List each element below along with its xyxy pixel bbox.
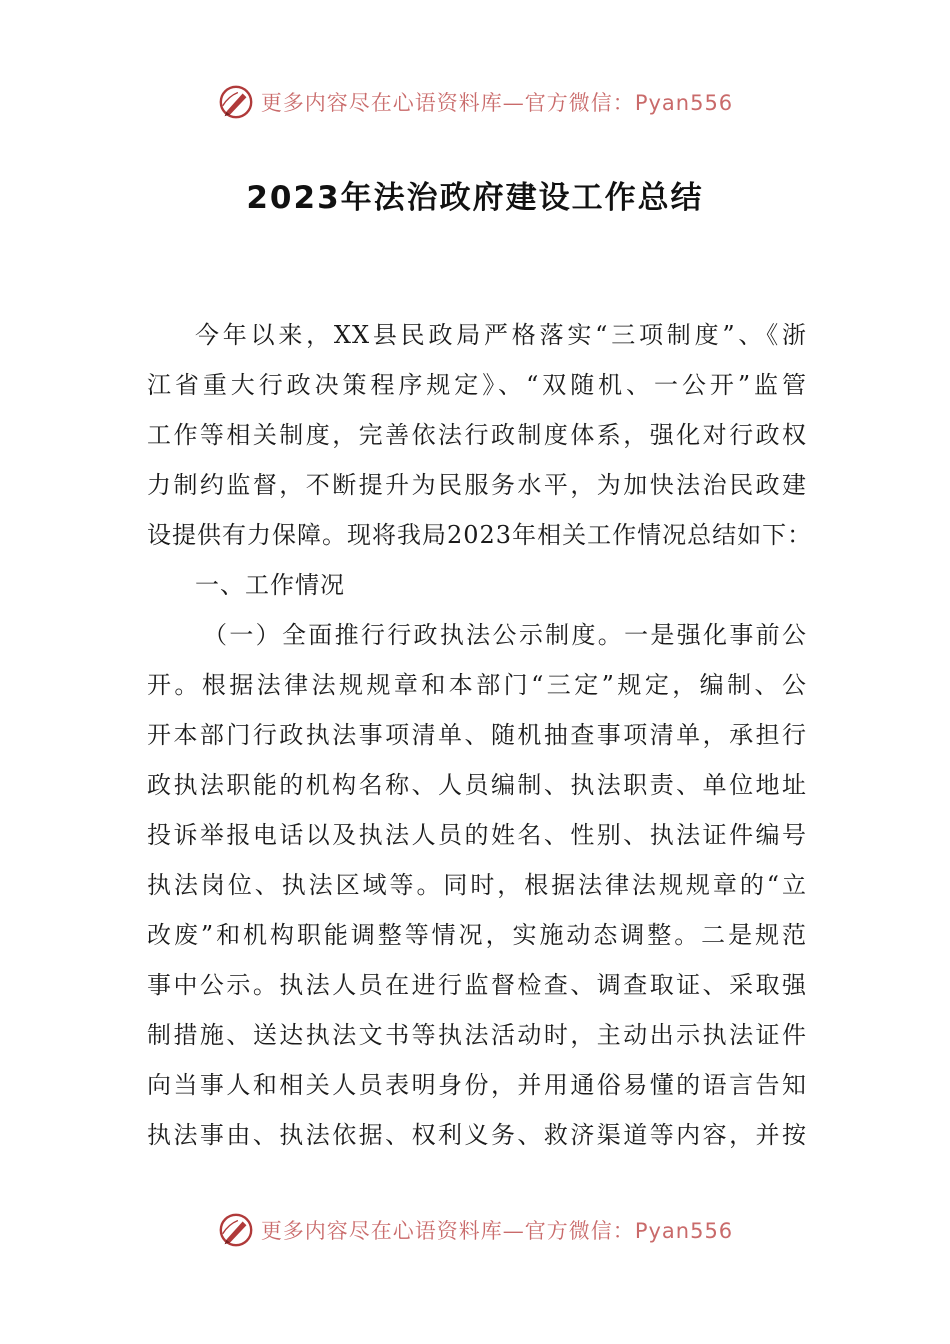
paragraph-line: 向当事人和相关人员表明身份，并用通俗易懂的语言告知: [147, 1071, 807, 1099]
paragraph-line: 执法事由、执法依据、权利义务、救济渠道等内容，并按: [147, 1121, 807, 1149]
header-banner: [0, 78, 950, 126]
document-body: [147, 310, 813, 1160]
paragraph-line: 设提供有力保障。现将我局2023年相关工作情况总结如下：: [147, 521, 813, 549]
paragraph-line: （一）全面推行行政执法公示制度。一是强化事前公: [203, 621, 807, 649]
wechat-id: Pyan556: [634, 1219, 734, 1243]
banner-text: 更多内容尽在心语资料库—官方微信：Pyan556: [260, 1219, 734, 1243]
paragraph-line: 开本部门行政执法事项清单、随机抽查事项清单，承担行: [147, 721, 807, 749]
banner-text: 更多内容尽在心语资料库—官方微信：Pyan556: [260, 91, 734, 115]
footer-banner: [0, 1206, 950, 1254]
paragraph-line: 事中公示。执法人员在进行监督检查、调查取证、采取强: [147, 971, 807, 999]
paragraph-line: 工作等相关制度，完善依法行政制度体系，强化对行政权: [147, 421, 807, 449]
paragraph-line: 政执法职能的机构名称、人员编制、执法职责、单位地址: [147, 771, 807, 799]
paragraph-line: 今年以来，XX县民政局严格落实“三项制度”、《浙: [195, 321, 807, 349]
paragraph-line: 开。根据法律法规规章和本部门“三定”规定，编制、公: [147, 671, 807, 699]
section-heading: 一、工作情况: [195, 571, 345, 599]
paragraph-line: 力制约监督，不断提升为民服务水平，为加快法治民政建: [147, 471, 807, 499]
wechat-id: Pyan556: [634, 91, 734, 115]
paragraph-line: 执法岗位、执法区域等。同时，根据法律法规规章的“立: [147, 871, 807, 899]
pen-logo-icon: [217, 83, 255, 121]
pen-logo-icon: [217, 1211, 255, 1249]
paragraph-line: 江省重大行政决策程序规定》、“双随机、一公开”监管: [147, 371, 807, 399]
paragraph-line: 投诉举报电话以及执法人员的姓名、性别、执法证件编号: [147, 821, 807, 849]
paragraph-line: 制措施、送达执法文书等执法活动时，主动出示执法证件: [147, 1021, 807, 1049]
paragraph-line: 改废”和机构职能调整等情况，实施动态调整。二是规范: [147, 921, 807, 949]
document-title: 2023年法治政府建设工作总结: [246, 180, 704, 216]
